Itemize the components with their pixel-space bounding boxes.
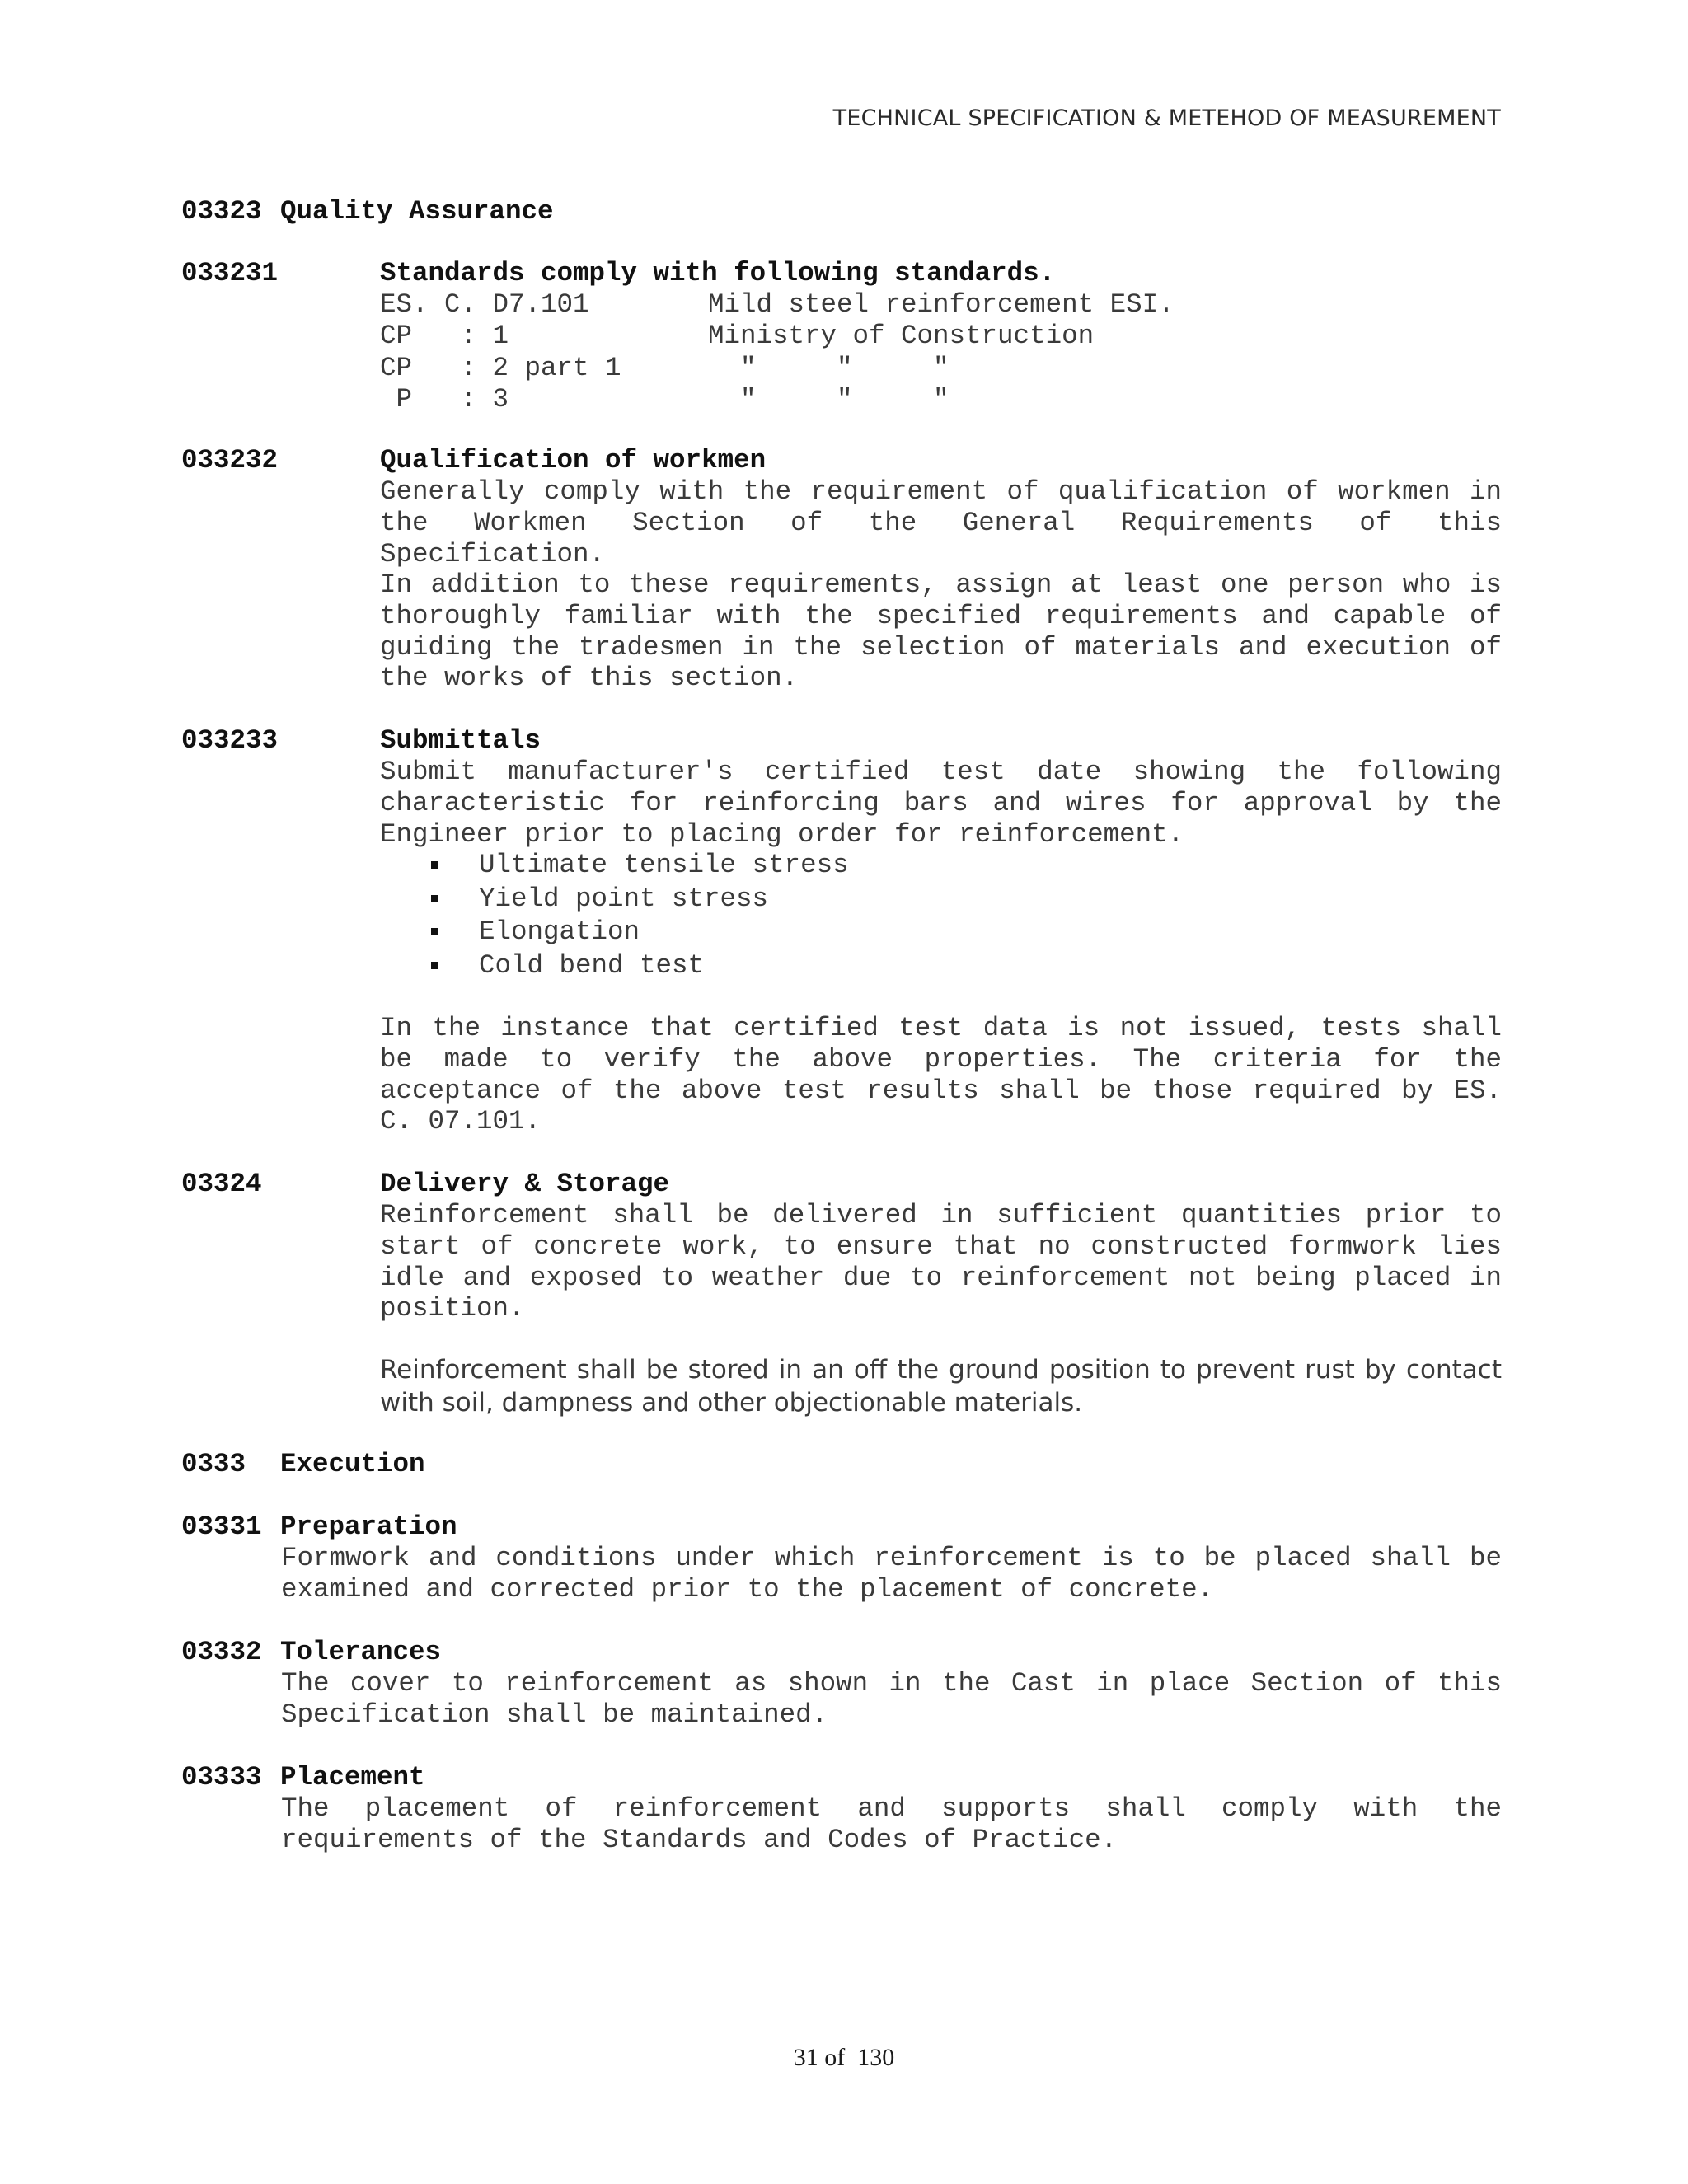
section-title-quality-assurance: Quality Assurance <box>280 196 554 227</box>
standard-description: Ministry of Construction <box>708 321 1095 351</box>
qualification-paragraph-1: Generally comply with the requirement of qualification of workmen in the Workmen Section of the General Requirements of this Specification. <box>380 476 1502 569</box>
delivery-paragraph-1: Reinforcement shall be delivered in sufficient quantities prior to start of concrete work, to ensure that no constructed formwork lies idle and exposed to weather due to reinforcement not being placed in position. <box>380 1200 1502 1324</box>
storage-paragraph-2: Reinforcement shall be stored in an off the ground position to prevent rust by contact with soil, dampness and other objectionable materials. <box>380 1355 1502 1418</box>
clause-title-qualification: Qualification of workmen <box>380 445 767 476</box>
placement-paragraph: The placement of reinforcement and supports shall comply with the requirements of the Standards and Codes of Practice. <box>281 1793 1502 1855</box>
clause-number-03331: 03331 <box>181 1511 262 1542</box>
page-number: 31 <box>793 2044 818 2071</box>
qualification-paragraph-2: In addition to these requirements, assign at least one person who is thoroughly familiar with the specified requirements and capable of guiding the tradesmen in the selection of materials and execution of the works of this section. <box>380 569 1502 694</box>
clause-title-standards: Standards comply with following standards. <box>380 258 1056 288</box>
page-footer <box>0 2044 1688 2072</box>
clause-title-delivery-storage: Delivery & Storage <box>380 1169 670 1199</box>
list-item: Ultimate tensile stress <box>429 849 849 883</box>
clause-number-03333: 03333 <box>181 1762 262 1793</box>
preparation-paragraph: Formwork and conditions under which reinforcement is to be placed shall be examined and corrected prior to the placement of concrete. <box>281 1543 1502 1605</box>
page-total: 130 <box>857 2044 895 2071</box>
standard-description: Mild steel reinforcement ESI. <box>708 289 1175 320</box>
square-bullet-icon <box>431 928 438 935</box>
section-number-0333: 0333 <box>181 1449 246 1479</box>
list-item: Yield point stress <box>429 883 849 916</box>
submittals-paragraph-2: In the instance that certified test data is not issued, tests shall be made to verify the above properties. The criteria for the acceptance of the above test results shall be those required by ES. C. 07.101. <box>380 1013 1502 1137</box>
submittals-paragraph-1: Submit manufacturer's certified test date showing the following characteristic for reinforcing bars and wires for approval by the Engineer prior to placing order for reinforcement. <box>380 757 1502 850</box>
standard-code: ES. C. D7.101 <box>380 289 589 320</box>
clause-title-placement: Placement <box>280 1762 425 1793</box>
list-item: Elongation <box>429 916 849 949</box>
page-of-label: of <box>824 2044 846 2071</box>
standard-description: " " " <box>708 353 950 383</box>
clause-title-submittals: Submittals <box>380 725 542 756</box>
clause-number-033231: 033231 <box>181 258 279 288</box>
tolerances-paragraph: The cover to reinforcement as shown in the Cast in place Section of this Specification shall be maintained. <box>281 1668 1502 1730</box>
page-header-title: TECHNICAL SPECIFICATION & METEHOD OF MEASUREMENT <box>832 105 1501 131</box>
clause-title-tolerances: Tolerances <box>280 1637 442 1667</box>
clause-number-03324: 03324 <box>181 1169 262 1199</box>
square-bullet-icon <box>431 962 438 969</box>
standard-description: " " " <box>708 384 950 415</box>
section-number-03323: 03323 <box>181 196 262 227</box>
clause-number-033233: 033233 <box>181 725 279 756</box>
standard-code: P : 3 <box>380 384 509 415</box>
list-item: Cold bend test <box>429 949 849 983</box>
clause-number-03332: 03332 <box>181 1637 262 1667</box>
square-bullet-icon <box>431 861 438 869</box>
clause-title-preparation: Preparation <box>280 1511 457 1542</box>
square-bullet-icon <box>431 895 438 902</box>
standard-code: CP : 2 part 1 <box>380 353 621 383</box>
clause-number-033232: 033232 <box>181 445 279 476</box>
standard-code: CP : 1 <box>380 321 509 351</box>
section-title-execution: Execution <box>280 1449 425 1479</box>
test-characteristics-list <box>429 849 849 982</box>
